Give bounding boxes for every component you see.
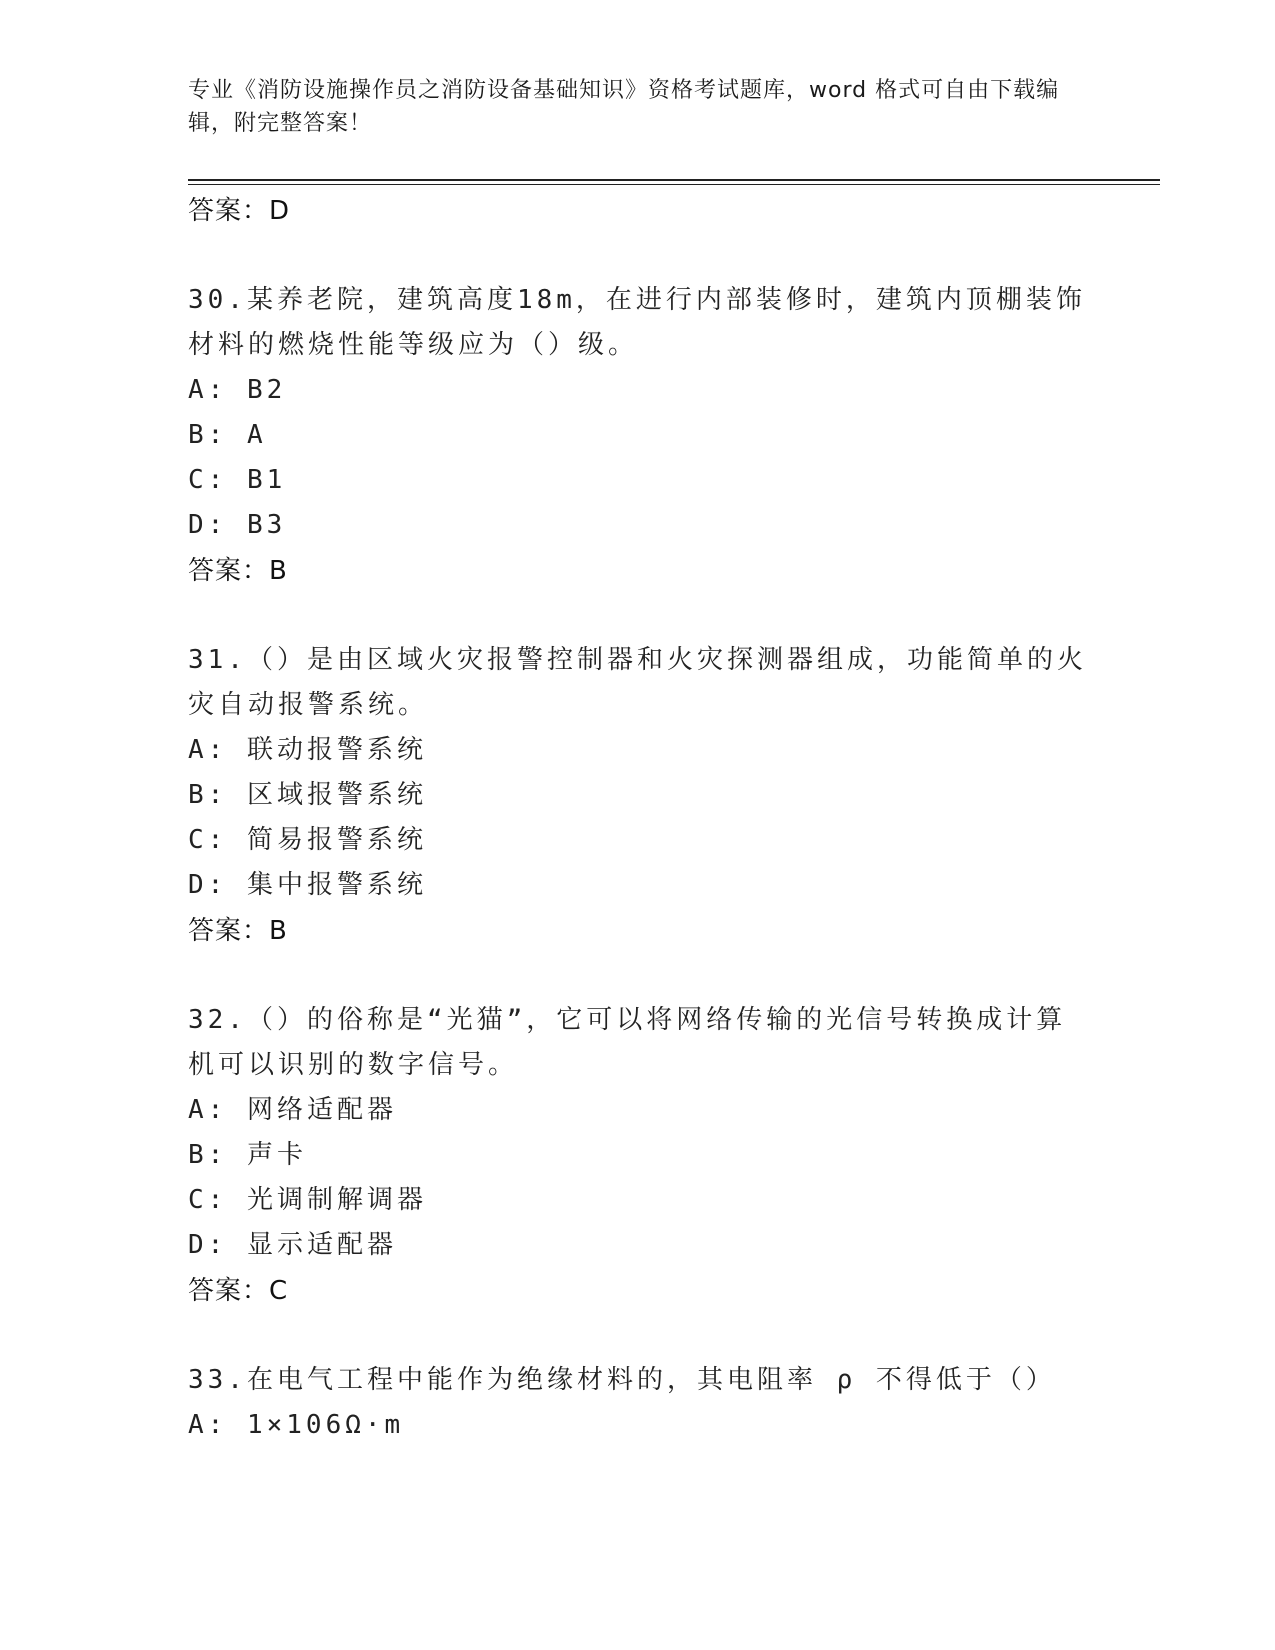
- option-a: A: 1×106Ω·m: [188, 1410, 405, 1440]
- spacer: [188, 594, 1088, 638]
- option-b: B: 区域报警系统: [188, 780, 427, 810]
- question-content: [188, 188, 1088, 1448]
- option-b: B: A: [188, 420, 267, 450]
- option-d: D: B3: [188, 510, 287, 540]
- option-a: A: B2: [188, 375, 287, 405]
- page-header: 专业《消防设施操作员之消防设备基础知识》资格考试题库，word 格式可自由下载编辑，附完整答案！: [188, 78, 1060, 136]
- question-stem: 31.（）是由区域火灾报警控制器和火灾探测器组成，功能简单的火灾自动报警系统。: [188, 645, 1087, 720]
- question-stem: 32.（）的俗称是“光猫”，它可以将网络传输的光信号转换成计算机可以识别的数字信号。: [188, 1005, 1067, 1080]
- option-a: A: 网络适配器: [188, 1095, 397, 1125]
- question-block-31: [188, 638, 1088, 954]
- answer: 答案：C: [188, 1276, 289, 1306]
- option-a: A: 联动报警系统: [188, 735, 427, 765]
- option-d: D: 显示适配器: [188, 1230, 397, 1260]
- spacer: [188, 954, 1088, 998]
- answer: 答案：B: [188, 916, 288, 946]
- question-block-32: [188, 998, 1088, 1314]
- question-block-30: [188, 278, 1088, 594]
- header-divider: [188, 179, 1160, 181]
- option-b: B: 声卡: [188, 1140, 307, 1170]
- answer-29: 答案：D: [188, 196, 291, 226]
- option-c: C: 光调制解调器: [188, 1185, 427, 1215]
- header-divider-thin: [188, 184, 1160, 185]
- question-stem: 30.某养老院，建筑高度18m，在进行内部装修时，建筑内顶棚装饰材料的燃烧性能等级应为（）级。: [188, 285, 1086, 360]
- option-c: C: B1: [188, 465, 287, 495]
- question-stem: 33.在电气工程中能作为绝缘材料的，其电阻率 ρ 不得低于（）: [188, 1365, 1056, 1395]
- option-d: D: 集中报警系统: [188, 870, 427, 900]
- option-c: C: 简易报警系统: [188, 825, 427, 855]
- spacer: [188, 234, 1088, 278]
- answer: 答案：B: [188, 556, 288, 586]
- spacer: [188, 1314, 1088, 1358]
- question-block-33: [188, 1358, 1088, 1448]
